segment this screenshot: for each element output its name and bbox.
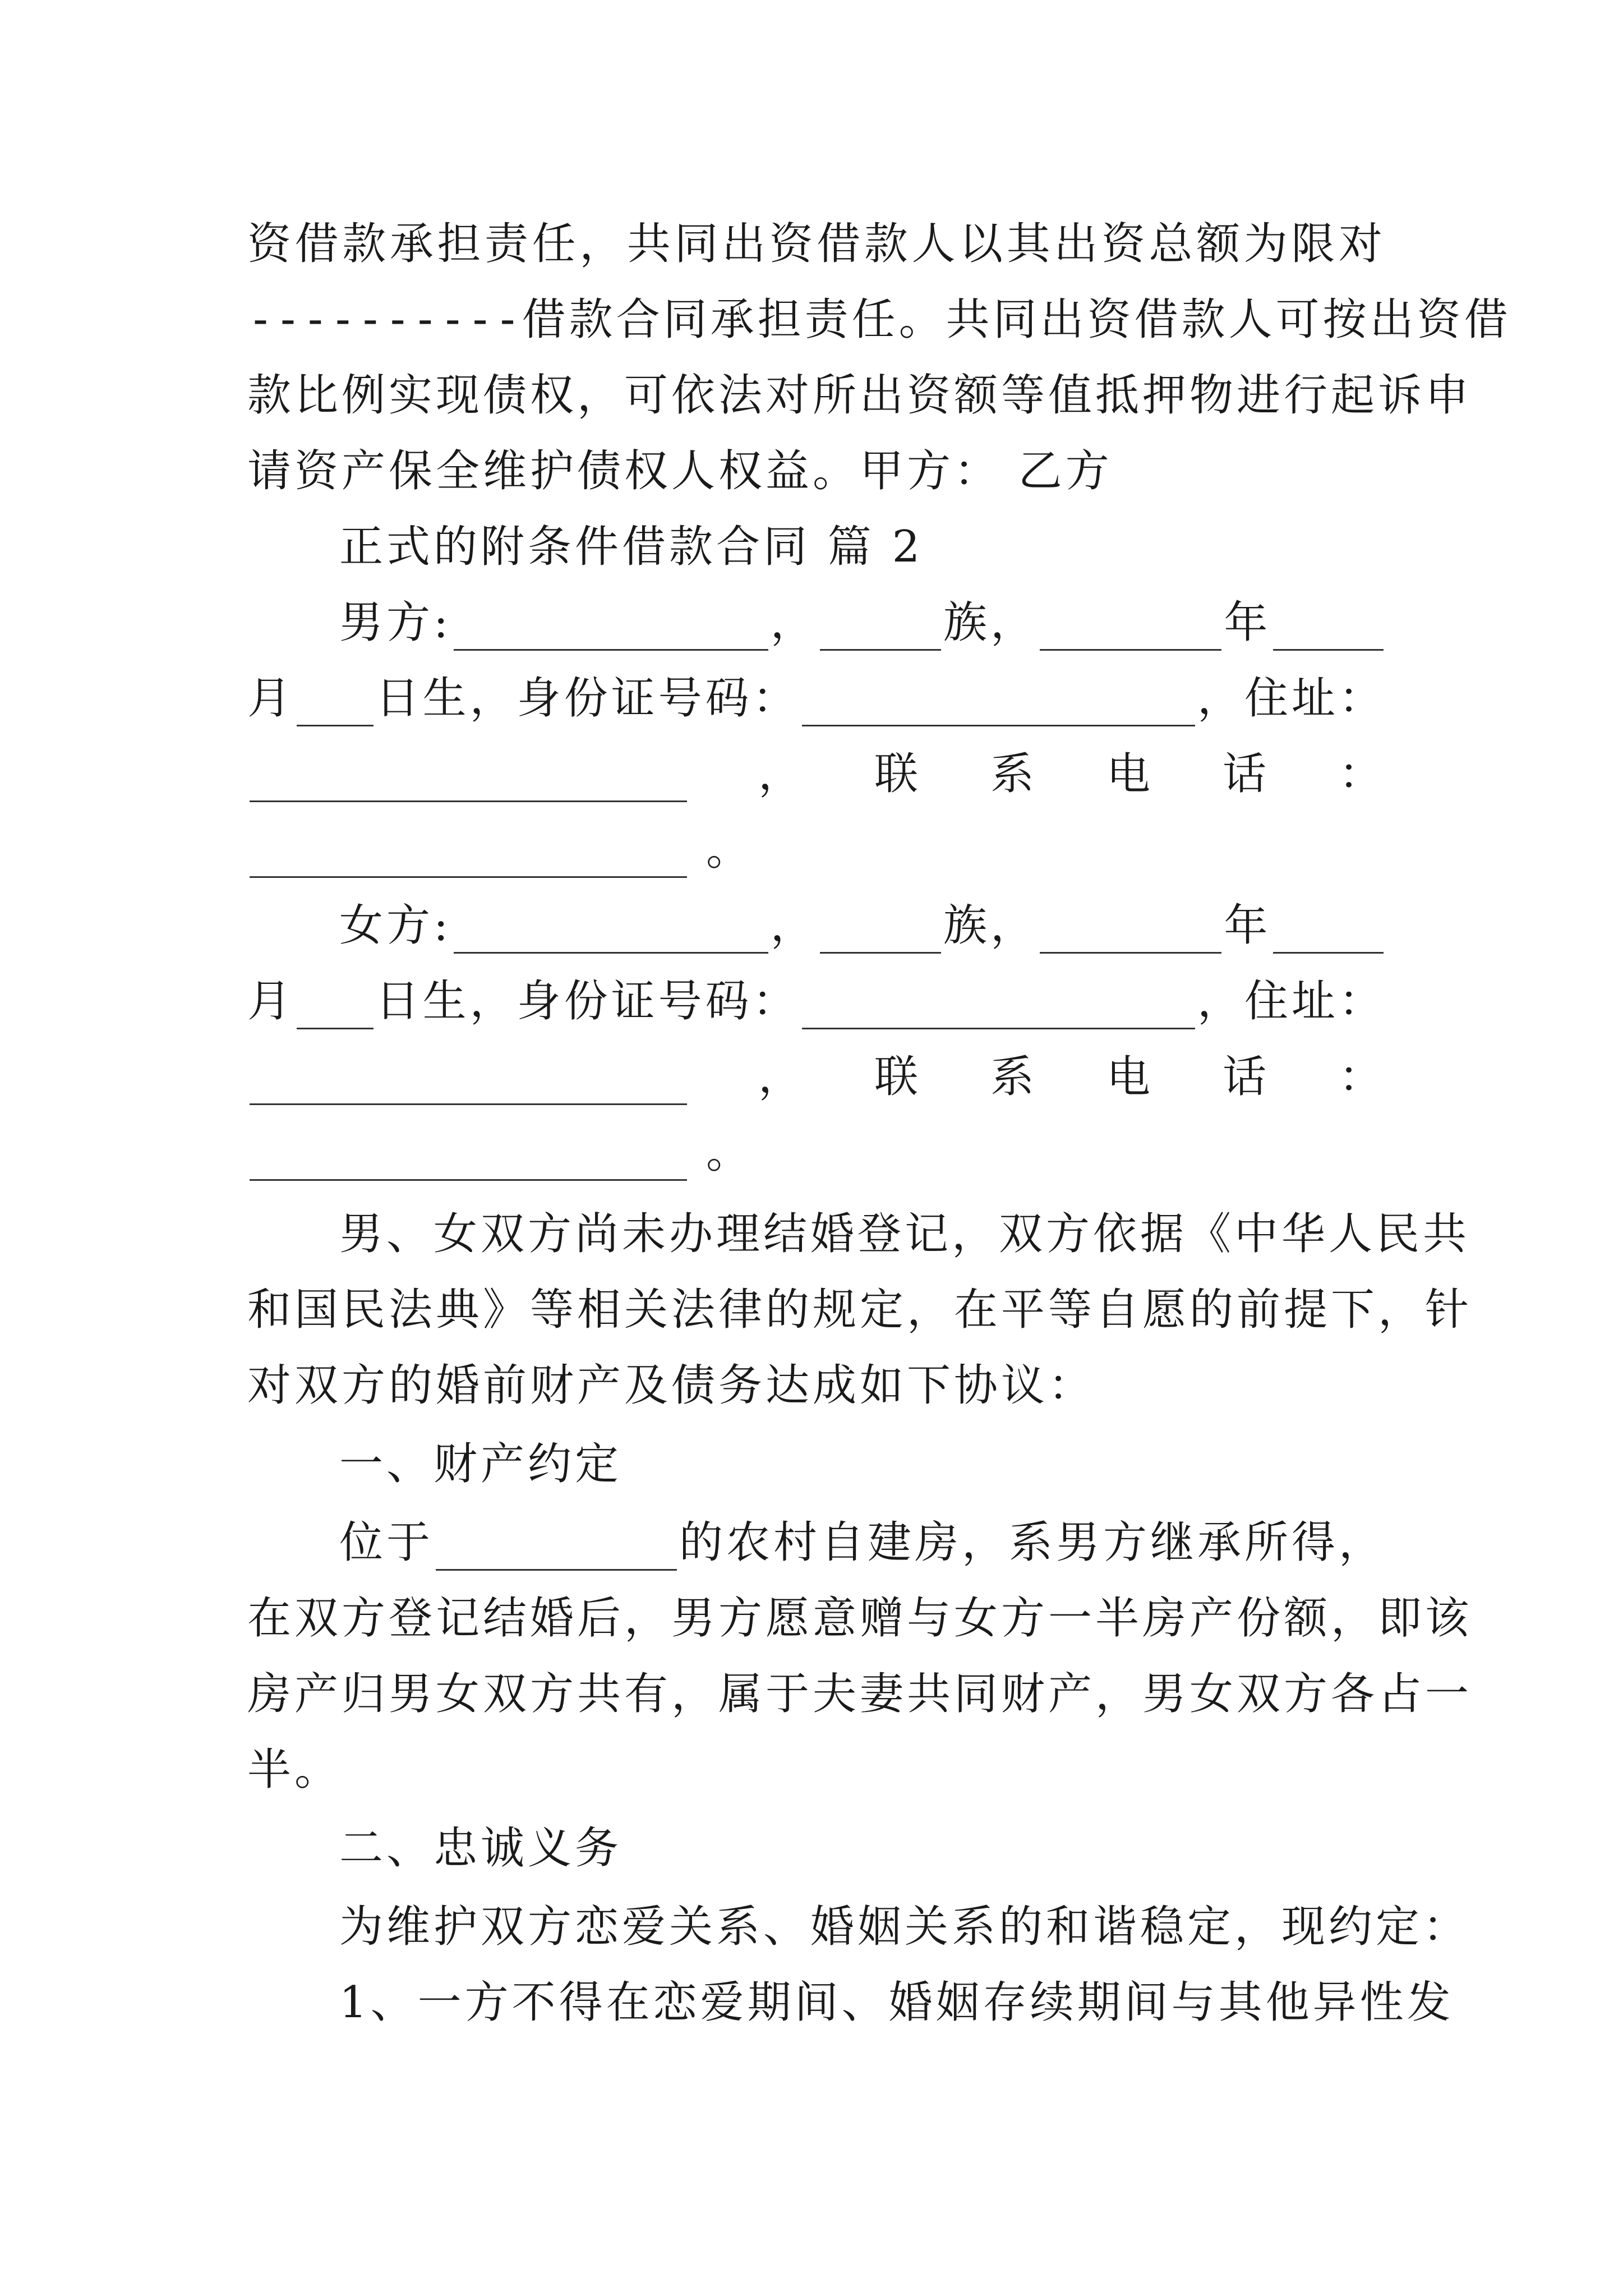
female-ethnicity-field[interactable]	[820, 908, 941, 954]
dash-filler: ----------	[247, 295, 522, 345]
female-info-line-3	[247, 1049, 1386, 1105]
male-info-line-2	[247, 670, 1386, 726]
paragraph-line: 为维护双方恋爱关系、婚姻关系的和谐稳定，现约定：	[339, 1902, 1470, 1952]
female-address-field[interactable]	[250, 1060, 687, 1105]
address-label: ，住址：	[1197, 976, 1386, 1027]
male-name-field[interactable]	[454, 605, 768, 651]
year-label: 年	[1224, 597, 1271, 648]
male-info-line-4	[247, 822, 1386, 878]
phone-char: 联	[874, 1052, 921, 1102]
paragraph-line: 和国民法典》等相关法律的规定，在平等自愿的前提下，针	[247, 1285, 1473, 1335]
female-birth-day-field[interactable]	[297, 984, 374, 1029]
male-birth-month-field[interactable]	[1273, 605, 1384, 651]
female-id-number-field[interactable]	[802, 984, 1195, 1029]
comma: ，	[758, 749, 805, 799]
text-line: 资借款承担责任，共同出资借款人以其出资总额为限对	[247, 219, 1386, 269]
female-info-line-4	[247, 1125, 1386, 1181]
female-label: 女方:	[339, 900, 452, 951]
female-birth-year-field[interactable]	[1040, 908, 1221, 954]
paragraph-line: 对双方的婚前财产及债务达成如下协议：	[247, 1360, 1096, 1411]
male-info-line-1	[339, 595, 1386, 651]
paragraph-line: 在双方登记结婚后，男方愿意赠与女方一半房产份额，即该	[247, 1593, 1473, 1644]
phone-char: 话	[1222, 1052, 1270, 1102]
phone-char: ：	[1338, 749, 1386, 799]
female-birth-month-field[interactable]	[1273, 908, 1384, 954]
phone-char: 电	[1106, 749, 1154, 799]
day-id-label: 日生，身份证号码：	[375, 673, 800, 724]
month-label: 月	[247, 673, 295, 724]
section-heading: 正式的附条件借款合同 篇 2	[339, 522, 924, 572]
phone-char: 系	[990, 1052, 1038, 1102]
male-info-line-3	[247, 746, 1386, 802]
male-birth-year-field[interactable]	[1040, 605, 1221, 651]
phone-char: ：	[1338, 1052, 1386, 1102]
address-label: ，住址：	[1197, 673, 1386, 724]
period: 。	[706, 825, 754, 875]
comma: ，	[758, 1052, 805, 1102]
period: 。	[706, 1128, 754, 1178]
female-info-line-2	[247, 973, 1386, 1029]
text-line: 请资产保全维护债权人权益。甲方： 乙方	[247, 446, 1113, 496]
phone-char: 系	[990, 749, 1038, 799]
phone-char: 话	[1222, 749, 1270, 799]
text-segment: 的农村自建房，系男方继承所得，	[679, 1517, 1386, 1568]
ethnic-label: 族，	[943, 900, 1038, 951]
female-phone-field[interactable]	[250, 1135, 687, 1181]
paragraph-line	[339, 1515, 1386, 1571]
text-segment: 位于	[339, 1517, 434, 1568]
male-ethnicity-field[interactable]	[820, 605, 941, 651]
male-address-field[interactable]	[250, 757, 687, 802]
day-id-label: 日生，身份证号码：	[375, 976, 800, 1027]
month-label: 月	[247, 976, 295, 1027]
male-phone-field[interactable]	[250, 832, 687, 878]
year-label: 年	[1224, 900, 1271, 951]
comma: ，	[770, 900, 818, 951]
paragraph-line: 1、一方不得在恋爱期间、婚姻存续期间与其他异性发	[339, 1977, 1454, 2028]
phone-char: 电	[1106, 1052, 1154, 1102]
male-label: 男方:	[339, 597, 452, 648]
comma: ，	[770, 597, 818, 648]
text-segment: 借款合同承担责任。共同出资借款人可按出资借	[522, 295, 1511, 345]
male-id-number-field[interactable]	[802, 681, 1195, 726]
ethnic-label: 族，	[943, 597, 1038, 648]
female-name-field[interactable]	[454, 908, 768, 954]
phone-char: 联	[874, 749, 921, 799]
paragraph-line: 半。	[247, 1745, 342, 1795]
section-title: 一、财产约定	[339, 1439, 623, 1489]
property-location-field[interactable]	[436, 1525, 677, 1571]
male-birth-day-field[interactable]	[297, 681, 374, 726]
text-line: 款比例实现债权，可依法对所出资额等值抵押物进行起诉申	[247, 370, 1473, 421]
female-info-line-1	[339, 898, 1386, 954]
paragraph-line: 男、女双方尚未办理结婚登记，双方依据《中华人民共	[339, 1209, 1470, 1259]
paragraph-line: 房产归男女双方共有，属于夫妻共同财产，男女双方各占一	[247, 1669, 1473, 1719]
text-line	[247, 292, 1511, 348]
section-title: 二、忠诚义务	[339, 1823, 623, 1874]
